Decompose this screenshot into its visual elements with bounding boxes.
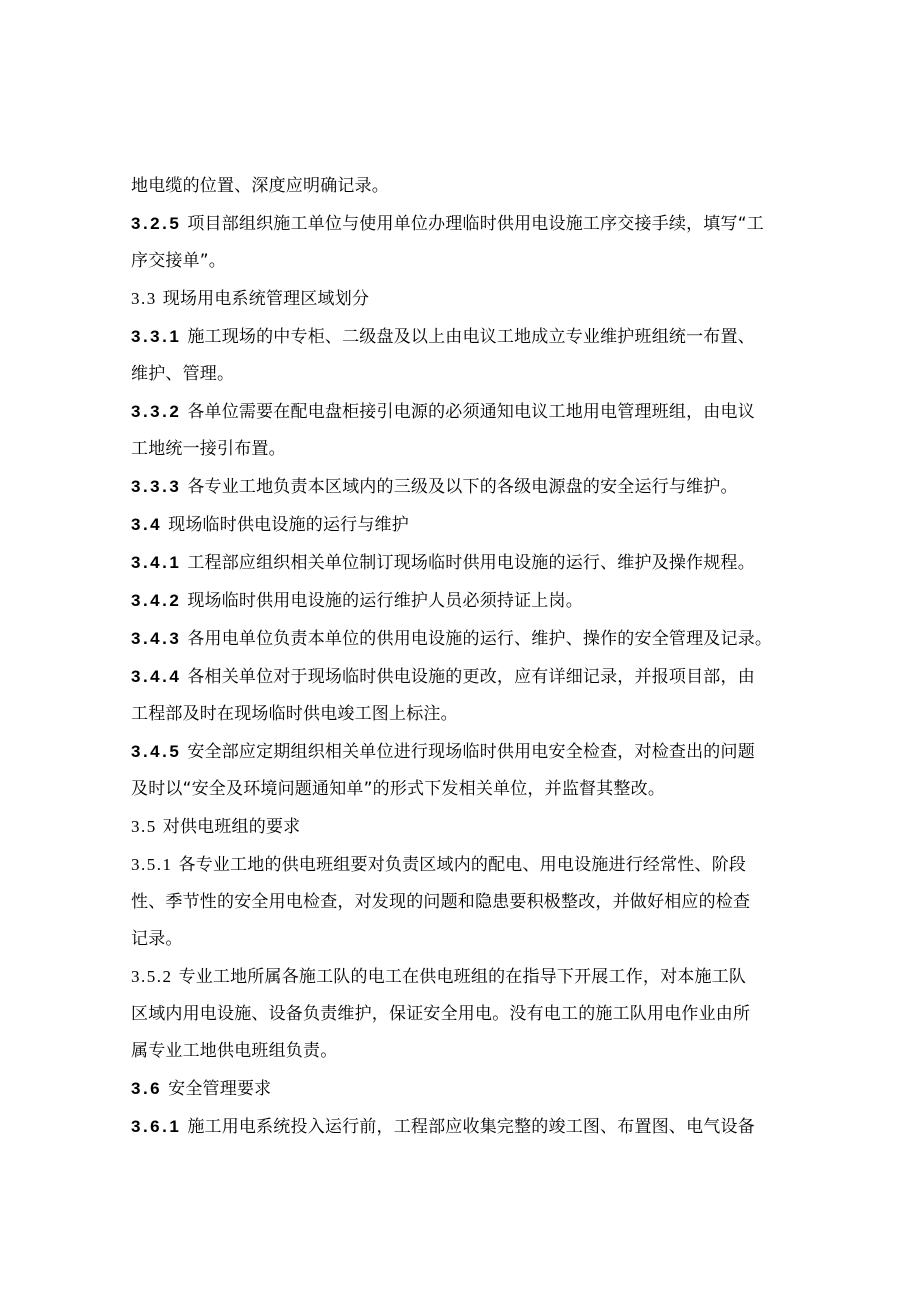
line-text: 工地统一接引布置。 (131, 439, 286, 459)
line-text: 性、季节性的安全用电检查，对发现的问题和隐患要积极整改，并做好相应的检查 (131, 892, 751, 912)
line-text: 各单位需要在配电盘柜接引电源的必须通知电议工地用电管理班组，由电议 (187, 402, 755, 422)
line-text: 及时以“安全及环境问题通知单”的形式下发相关单位，并监督其整改。 (131, 779, 666, 799)
section-number: 3.4.3 (131, 629, 182, 648)
paragraph-line (131, 696, 801, 733)
paragraph-line (131, 243, 801, 280)
section-number: 3.4.1 (131, 553, 182, 572)
paragraph-line (131, 582, 801, 620)
paragraph-line (131, 846, 801, 884)
paragraph-line (131, 544, 801, 582)
section-number: 3.4.2 (131, 591, 182, 610)
line-text: 安全部应定期组织相关单位进行现场临时供用电安全检查，对检查出的问题 (187, 742, 755, 762)
paragraph-line (131, 620, 801, 658)
line-text: 各用电单位负责本单位的供用电设施的运行、维护、操作的安全管理及记录。 (187, 629, 773, 649)
paragraph-line (131, 658, 801, 696)
section-number: 3.5.2 (131, 967, 173, 986)
line-text: 现场临时供用电设施的运行维护人员必须持证上岗。 (187, 591, 583, 611)
paragraph-line (131, 884, 801, 921)
section-number: 3.5.1 (131, 855, 173, 874)
section-heading (131, 1070, 801, 1108)
line-text: 工程部及时在现场临时供电竣工图上标注。 (131, 704, 458, 724)
line-text: 专业工地所属各施工队的电工在供电班组的在指导下开展工作，对本施工队 (178, 967, 747, 987)
line-text: 维护、管理。 (131, 364, 235, 384)
line-text: 序交接单”。 (131, 251, 227, 271)
section-heading (131, 280, 801, 318)
section-number: 3.4 (131, 515, 163, 534)
paragraph-line (131, 431, 801, 468)
line-text: 地电缆的位置、深度应明确记录。 (131, 176, 389, 196)
section-number: 3.3.3 (131, 477, 182, 496)
line-text: 工程部应组织相关单位制订现场临时供用电设施的运行、维护及操作规程。 (187, 553, 755, 573)
section-number: 3.6 (131, 1079, 163, 1098)
paragraph-line (131, 1033, 801, 1070)
paragraph-line (131, 468, 801, 506)
paragraph-line (131, 771, 801, 808)
section-number: 3.3.2 (131, 402, 182, 421)
section-number: 3.3.1 (131, 327, 182, 346)
line-text: 各专业工地负责本区域内的三级及以下的各级电源盘的安全运行与维护。 (187, 477, 738, 497)
section-heading (131, 808, 801, 846)
section-number: 3.2.5 (131, 214, 182, 233)
line-text: 项目部组织施工单位与使用单位办理临时供用电设施工序交接手续，填写“工 (187, 214, 764, 234)
line-text: 各相关单位对于现场临时供电设施的更改，应有详细记录，并报项目部，由 (187, 667, 755, 687)
paragraph-line (131, 996, 801, 1033)
line-text: 各专业工地的供电班组要对负责区域内的配电、用电设施进行经常性、阶段 (178, 855, 747, 875)
line-text: 施工现场的中专柜、二级盘及以上由电议工地成立专业维护班组统一布置、 (187, 327, 755, 347)
document-body (131, 168, 801, 1146)
line-text: 区域内用电设施、设备负责维护，保证安全用电。没有电工的施工队用电作业由所 (131, 1004, 751, 1024)
line-text: 现场用电系统管理区域划分 (162, 289, 370, 309)
line-text: 记录。 (131, 929, 183, 949)
paragraph-line (131, 733, 801, 771)
paragraph-line (131, 356, 801, 393)
paragraph-line (131, 921, 801, 958)
line-text: 安全管理要求 (168, 1079, 272, 1099)
line-text: 现场临时供电设施的运行与维护 (168, 515, 409, 535)
section-heading (131, 506, 801, 544)
line-text: 施工用电系统投入运行前，工程部应收集完整的竣工图、布置图、电气设备 (187, 1117, 755, 1137)
paragraph-line (131, 958, 801, 996)
paragraph-line (131, 393, 801, 431)
section-number: 3.4.4 (131, 667, 182, 686)
section-number: 3.3 (131, 289, 157, 308)
paragraph-line (131, 168, 801, 205)
paragraph-line (131, 205, 801, 243)
paragraph-line (131, 318, 801, 356)
section-number: 3.6.1 (131, 1117, 182, 1136)
line-text: 属专业工地供电班组负责。 (131, 1041, 338, 1061)
section-number: 3.5 (131, 817, 157, 836)
paragraph-line (131, 1108, 801, 1146)
section-number: 3.4.5 (131, 742, 182, 761)
line-text: 对供电班组的要求 (162, 817, 301, 837)
